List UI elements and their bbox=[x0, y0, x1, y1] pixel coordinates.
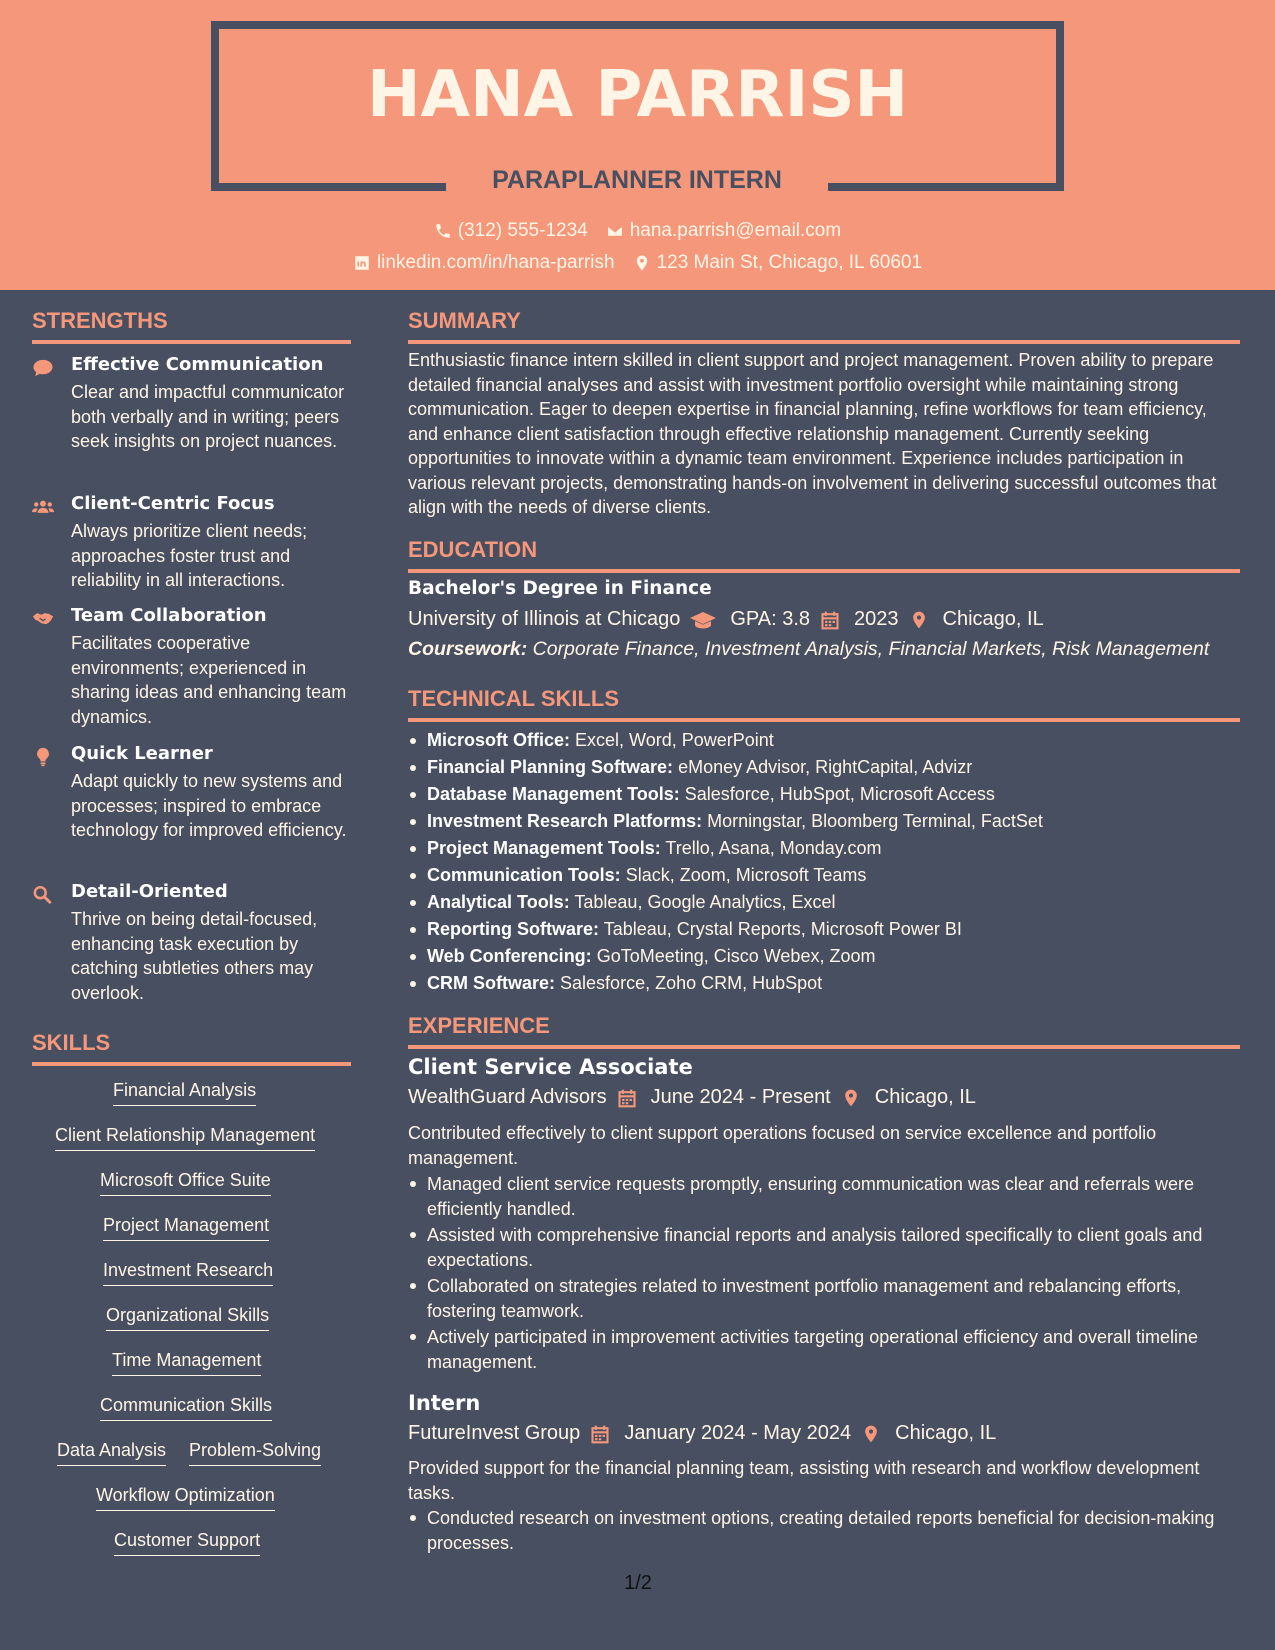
skill-tag: Project Management bbox=[103, 1215, 269, 1241]
job-bullets bbox=[408, 1506, 1240, 1557]
list-item: Financial Planning Software: eMoney Advisor, RightCapital, Advizr bbox=[408, 754, 1240, 781]
job-meta bbox=[408, 1086, 990, 1109]
lightbulb-icon bbox=[32, 747, 56, 767]
coursework bbox=[408, 638, 1209, 661]
job-bullets bbox=[408, 1172, 1240, 1376]
job-dates: June 2024 - Present bbox=[650, 1086, 831, 1108]
job-location: Chicago, IL bbox=[895, 1422, 997, 1444]
coursework-list: Corporate Finance, Investment Analysis, Financial Markets, Risk Management bbox=[532, 638, 1210, 660]
degree-title: Bachelor's Degree in Finance bbox=[408, 578, 712, 599]
experience-heading: EXPERIENCE bbox=[408, 1013, 1240, 1049]
job-meta bbox=[408, 1422, 1010, 1445]
candidate-name: HANA PARRISH bbox=[366, 58, 909, 132]
resume-header bbox=[0, 0, 1275, 290]
skill-tag: Problem-Solving bbox=[189, 1440, 321, 1466]
skill-tag: Time Management bbox=[112, 1350, 261, 1376]
map-pin-icon bbox=[861, 1424, 881, 1444]
list-item: Microsoft Office: Excel, Word, PowerPoint bbox=[408, 727, 1240, 754]
linkedin-contact[interactable] bbox=[353, 252, 615, 274]
contact-row-2 bbox=[0, 252, 1275, 274]
calendar-icon bbox=[590, 1424, 610, 1444]
strength-desc: Thrive on being detail-focused, enhancing task execution by catching subtleties others may overlook. bbox=[71, 909, 318, 1003]
job-location: Chicago, IL bbox=[874, 1086, 976, 1108]
job-role: PARAPLANNER INTERN bbox=[492, 166, 782, 194]
graduation-year: 2023 bbox=[854, 608, 899, 630]
job-dates: January 2024 - May 2024 bbox=[624, 1422, 852, 1444]
comment-icon bbox=[32, 358, 56, 378]
job-title: Client Service Associate bbox=[408, 1055, 693, 1079]
education-heading: EDUCATION bbox=[408, 537, 1240, 573]
contact-row-1 bbox=[0, 220, 1275, 242]
map-pin-icon bbox=[909, 610, 929, 630]
list-item: Investment Research Platforms: Morningstar, Bloomberg Terminal, FactSet bbox=[408, 808, 1240, 835]
skill-tag: Communication Skills bbox=[100, 1395, 272, 1421]
page-number: 1/2 bbox=[624, 1572, 652, 1594]
skill-tag: Financial Analysis bbox=[113, 1080, 256, 1106]
strength-title: Quick Learner bbox=[71, 743, 213, 764]
skill-tag: Organizational Skills bbox=[106, 1305, 269, 1331]
skill-tag: Data Analysis bbox=[57, 1440, 166, 1466]
summary-heading: SUMMARY bbox=[408, 308, 1240, 344]
education-meta bbox=[408, 608, 1058, 631]
job-description: Provided support for the financial planning team, assisting with research and workflow development tasks. bbox=[408, 1458, 1200, 1503]
school-name: University of Illinois at Chicago bbox=[408, 608, 681, 630]
skill-tag: Customer Support bbox=[114, 1530, 260, 1556]
list-item: Actively participated in improvement activities targeting operational efficiency and overall timeline management. bbox=[408, 1325, 1240, 1374]
list-item: Managed client service requests promptly, ensuring communication was clear and referrals were efficiently handled. bbox=[408, 1172, 1240, 1221]
strengths-heading: STRENGTHS bbox=[32, 308, 351, 344]
users-icon bbox=[32, 497, 56, 517]
map-pin-icon bbox=[841, 1088, 861, 1108]
strength-title: Detail-Oriented bbox=[71, 881, 228, 902]
list-item: Assisted with comprehensive financial reports and analysis tailored specifically to client goals and expectations. bbox=[408, 1223, 1240, 1272]
graduation-cap-icon bbox=[690, 610, 716, 630]
phone-contact[interactable] bbox=[434, 220, 588, 242]
skill-tag: Investment Research bbox=[103, 1260, 273, 1286]
strength-desc: Adapt quickly to new systems and processes; inspired to embrace technology for improved efficiency. bbox=[71, 771, 347, 840]
email-text: hana.parrish@email.com bbox=[629, 220, 842, 241]
strength-desc: Always prioritize client needs; approaches foster trust and reliability in all interactions. bbox=[71, 521, 308, 590]
address-text: 123 Main St, Chicago, IL 60601 bbox=[656, 252, 923, 273]
strength-title: Client-Centric Focus bbox=[71, 493, 275, 514]
technical-skills-heading: TECHNICAL SKILLS bbox=[408, 686, 1240, 722]
linkedin-icon bbox=[353, 254, 371, 272]
search-icon bbox=[32, 885, 56, 905]
strength-title: Team Collaboration bbox=[71, 605, 267, 626]
strength-desc: Facilitates cooperative environments; experienced in sharing ideas and enhancing team dynamics. bbox=[71, 633, 347, 727]
phone-text: (312) 555-1234 bbox=[457, 220, 588, 241]
list-item: Web Conferencing: GoToMeeting, Cisco Webex, Zoom bbox=[408, 943, 1240, 970]
gpa: GPA: 3.8 bbox=[730, 608, 811, 630]
company-name: WealthGuard Advisors bbox=[408, 1086, 607, 1108]
summary-text: Enthusiastic finance intern skilled in client support and project management. Proven ability to prepare detailed financial analyses and assist with investment portfolio oversight while maintaining strong communication. Eager to deepen expertise in financial planning, refine workflows for team efficiency, and enhance client satisfaction through effective relationship management. Currently seeking opportunities to innovate within a dynamic team environment. Experience includes participation in various relevant projects, demonstrating hands-on involvement in delivering successful outcomes that align with the needs of diverse clients. bbox=[408, 350, 1217, 517]
address-contact bbox=[633, 252, 922, 274]
list-item: Communication Tools: Slack, Zoom, Microsoft Teams bbox=[408, 862, 1240, 889]
calendar-icon bbox=[617, 1088, 637, 1108]
school-location: Chicago, IL bbox=[942, 608, 1044, 630]
skills-heading: SKILLS bbox=[32, 1030, 351, 1066]
coursework-label: Coursework: bbox=[408, 638, 528, 660]
strength-title: Effective Communication bbox=[71, 354, 324, 375]
list-item: Conducted research on investment options, creating detailed reports beneficial for decision-making processes. bbox=[408, 1506, 1240, 1555]
list-item: Analytical Tools: Tableau, Google Analytics, Excel bbox=[408, 889, 1240, 916]
skill-tag: Client Relationship Management bbox=[55, 1125, 315, 1151]
map-pin-icon bbox=[633, 254, 651, 272]
list-item: Reporting Software: Tableau, Crystal Reports, Microsoft Power BI bbox=[408, 916, 1240, 943]
company-name: FutureInvest Group bbox=[408, 1422, 581, 1444]
calendar-icon bbox=[820, 610, 840, 630]
list-item: Collaborated on strategies related to investment portfolio management and rebalancing efforts, fostering teamwork. bbox=[408, 1274, 1240, 1323]
email-contact[interactable] bbox=[606, 220, 842, 242]
envelope-icon bbox=[606, 222, 624, 240]
skill-tag: Microsoft Office Suite bbox=[100, 1170, 271, 1196]
phone-icon bbox=[434, 222, 452, 240]
list-item: Database Management Tools: Salesforce, HubSpot, Microsoft Access bbox=[408, 781, 1240, 808]
list-item: Project Management Tools: Trello, Asana, Monday.com bbox=[408, 835, 1240, 862]
job-title: Intern bbox=[408, 1391, 481, 1415]
strength-desc: Clear and impactful communicator both verbally and in writing; peers seek insights on project nuances. bbox=[71, 382, 345, 451]
linkedin-text: linkedin.com/in/hana-parrish bbox=[376, 252, 615, 273]
handshake-icon bbox=[32, 609, 56, 629]
job-description: Contributed effectively to client support operations focused on service excellence and portfolio management. bbox=[408, 1123, 1157, 1168]
list-item: CRM Software: Salesforce, Zoho CRM, HubSpot bbox=[408, 970, 1240, 997]
technical-skills-list bbox=[408, 727, 1240, 997]
skill-tag: Workflow Optimization bbox=[96, 1485, 275, 1511]
